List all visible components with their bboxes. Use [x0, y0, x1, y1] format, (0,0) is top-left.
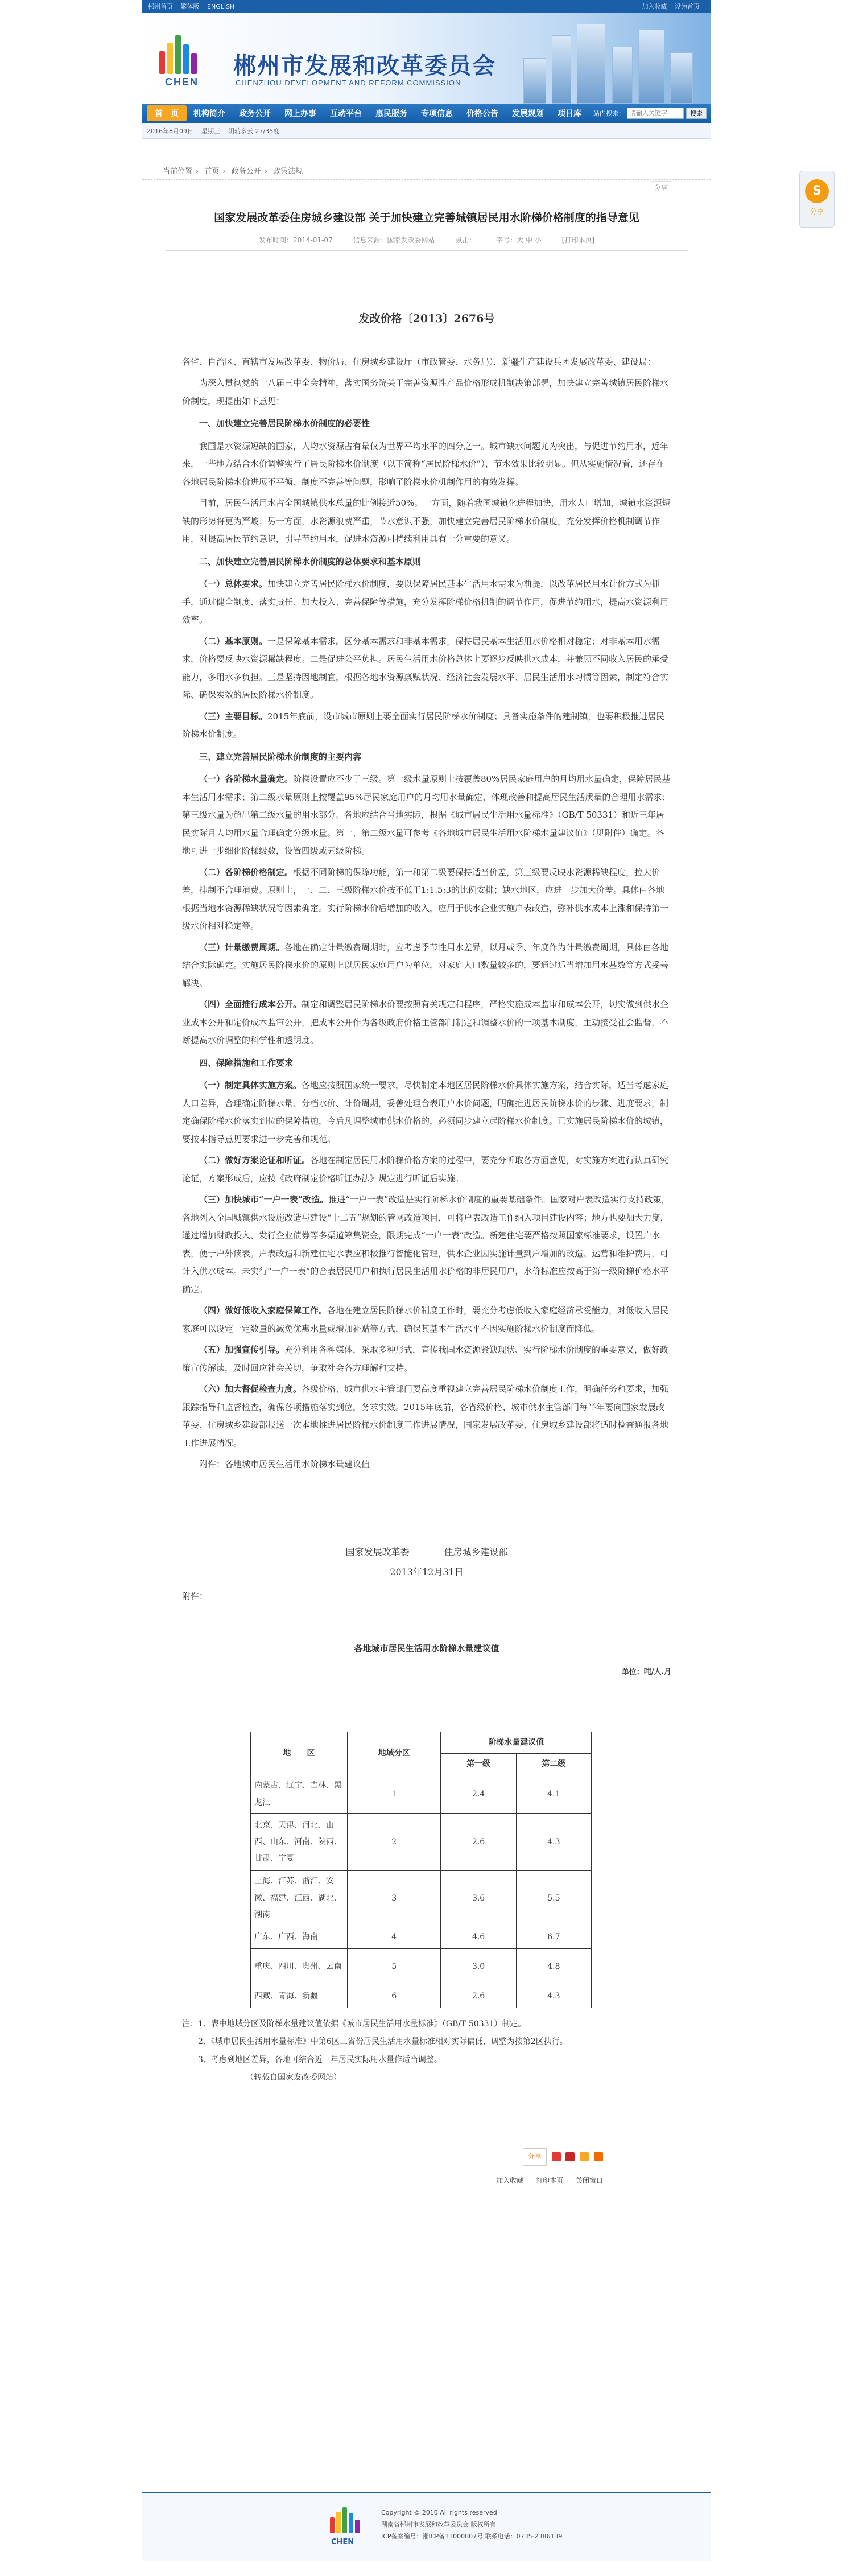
paragraph: （一）总体要求。加快建立完善居民阶梯水价制度，要以保障居民基本生活用水需求为前提，以改革居民用水计价方式为抓手，通过健全制度、落实责任、加大投入、完善保障等措施，充分发挥阶梯价格机制的调节作用，促进节约用水，提高水资源利用效率。: [182, 579, 669, 625]
document-number: 发改价格〔2013〕2676号: [358, 312, 495, 325]
nav-item-about[interactable]: 机构简介: [193, 109, 225, 118]
close-window-link[interactable]: 关闭窗口: [575, 2177, 603, 2185]
publish-time: 发布时间：2014-01-07: [258, 236, 333, 244]
date-bar: [142, 123, 711, 139]
site-title: 郴州市发展和改革委员会: [233, 53, 496, 79]
click-count: 点击：: [455, 236, 476, 244]
breadcrumb-public-affairs[interactable]: 政务公开: [231, 167, 261, 176]
annex-table-unit: 单位：吨/人.月: [621, 1668, 671, 1677]
signing-org: 国家发展改革委: [345, 1546, 410, 1557]
pdf-icon[interactable]: [565, 2152, 575, 2161]
logo-chen-text: CHEN: [165, 76, 199, 88]
table-row: 内蒙古、辽宁、吉林、黑龙江 1 2.4 4.1: [251, 1775, 592, 1814]
font-size-switch[interactable]: 字号：大 中 小: [496, 236, 542, 244]
table-row: 北京、天津、河北、山西、山东、河南、陕西、甘肃、宁夏 2 2.6 4.3: [251, 1814, 592, 1871]
table-header-group: 阶梯水量建议值: [441, 1732, 592, 1753]
paragraph: 我国是水资源短缺的国家，人均水资源占有量仅为世界平均水平的四分之一。城市缺水问题尤为突出，与促进节约用水，近年来，一些地方结合水价调整实行了居民阶梯水价制度（以下简称“居民阶梯水价”），节水效果比较明显。但从实施情况看，还存在各地居民阶梯水价进展不平衡、制度不完善等问题，影响了阶梯水价机制作用的有效发挥。: [182, 440, 669, 487]
article-meta: [165, 235, 688, 251]
copyright: Copyright © 2010 All rights reserved: [381, 2509, 497, 2516]
link-add-favorite[interactable]: 加入收藏: [642, 3, 667, 10]
source-line: （转载自国家发改委网站）: [246, 2072, 341, 2082]
table-header-tier2: 第二级: [516, 1753, 591, 1775]
weibo-share-icon[interactable]: [552, 2152, 561, 2161]
search-label: 站内搜索：: [593, 110, 625, 117]
annex-label: 附件：: [182, 1591, 208, 1602]
paragraph: （六）加大督促检查力度。各级价格、城市供水主管部门要高度重视建立完善居民阶梯水价制度工作，明确任务和要求，加强跟踪指导和监督检查，确保各项措施落实到位，务求实效。2015年底前，各省级价格、城市供水主管部门每半年要向国家发展改革委、住房城乡建设部报送一次本地推进居民阶梯水价制度工作进展情况，国家发展改革委、住房城乡建设部将适时检查通报各地工作进展情况。: [182, 1384, 669, 1448]
floating-share-label: 分享: [810, 208, 824, 216]
owner: 湖南省郴州市发展和改革委员会 版权所有: [381, 2520, 496, 2528]
nav-item-planning[interactable]: 发展规划: [512, 109, 544, 118]
note-line: 注：1、表中地域分区及阶梯水量建议值依据《城市居民生活用水量标准》（GB/T 50331）制定。: [182, 2019, 526, 2029]
print-link[interactable]: [打印本页]: [561, 236, 595, 244]
site-subtitle: CHENZHOU DEVELOPMENT AND REFORM COMMISSION: [236, 79, 461, 87]
recipients: 各省、自治区、直辖市发展改革委、物价局、住房城乡建设厅（市政管委、水务局），新疆生产建设兵团发展改革委、建设局：: [182, 356, 656, 367]
signature-block: [182, 1542, 671, 1582]
search-button[interactable]: 搜索: [686, 108, 707, 119]
page-links: [182, 2174, 603, 2188]
bottom-tools: [182, 2148, 671, 2188]
signing-org: 住房城乡建设部: [444, 1546, 508, 1557]
note-line: 3、考虑到地区差异，各地可结合近三年居民实际用水量作适当调整。: [198, 2055, 442, 2064]
nav-item-public-affairs[interactable]: 政务公开: [239, 109, 271, 118]
nav-item-home[interactable]: 首 页: [147, 105, 187, 121]
table-row: 重庆、四川、贵州、云南 5 3.0 4.8: [251, 1949, 592, 1985]
skyline-image: [518, 18, 705, 104]
breadcrumb-policies[interactable]: 政策法规: [273, 167, 303, 176]
paragraph: （三）加快城市“一户一表”改造。推进“一户一表”改造是实行阶梯水价制度的重要基础条件。国家对户表改造实行支持政策，各地列入全国城镇供水设施改造与建设“十二五”规划的管网改造项目，可将户表改造工作纳入项目建设内容；地方也要加大力度，通过增加财政投入、发行企业债券等多渠道筹集资金，限期完成“一户一表”改造。新建住宅要严格按照国家标准要求，设置户水表，便于户外读表。户表改造和新建住宅水表应积极推行智能化管理，供水企业因实施计量到户增加的改造、运营和维护费用，可计入供水成本。未实行“一户一表”的合表居民用户和执行居民生活用水价格的非居民用户，水价标准应按高于第一级阶梯价格水平确定。: [182, 1194, 670, 1295]
section-heading-1: 一、加快建立完善居民阶梯水价制度的必要性: [199, 418, 370, 429]
weather: 阴转多云 27/35度: [228, 127, 280, 135]
paragraph: （五）加强宣传引导。充分利用各种媒体，采取多种形式，宣传我国水资源紧缺现状、实行阶梯水价制度的重要意义，做好政策宣传解读，及时回应社会关切，争取社会各方理解和支持。: [182, 1345, 669, 1373]
link-traditional[interactable]: 繁体版: [180, 3, 200, 10]
share-mini-button[interactable]: 分享: [651, 181, 671, 193]
share-button[interactable]: 分享: [523, 2148, 547, 2166]
site-search: [593, 108, 707, 119]
nav-item-projects[interactable]: 项目库: [558, 109, 581, 118]
print-page-link[interactable]: 打印本页: [536, 2177, 564, 2185]
icp-contact: ICP备案编号：湘ICP备13000807号 联系电话：0735-2386139: [381, 2532, 563, 2540]
current-date: 2016年8月09日: [147, 127, 193, 135]
annex-table-title: 各地城市居民生活用水阶梯水量建议值: [354, 1643, 499, 1654]
info-source: 信息来源：国家发改委网站: [353, 236, 435, 244]
site-footer: [142, 2492, 711, 2561]
site-banner: [142, 13, 711, 104]
link-home[interactable]: 郴州首页: [148, 3, 173, 10]
breadcrumb-home[interactable]: 首页: [204, 167, 220, 176]
footer-chen-text: CHEN: [331, 2538, 354, 2546]
nav-item-online-services[interactable]: 网上办事: [284, 109, 316, 118]
search-input[interactable]: [627, 108, 684, 119]
table-notes: [182, 2017, 671, 2085]
nav-item-price-notices[interactable]: 价格公告: [466, 109, 498, 118]
top-utility-bar: [142, 0, 711, 13]
footer-text: [381, 2507, 563, 2543]
share-icon[interactable]: S: [805, 179, 829, 203]
link-english[interactable]: ENGLISH: [207, 3, 235, 10]
breadcrumb: 当前位置 › 首页 › 政务公开 › 政策法规: [142, 162, 711, 180]
floating-share-widget[interactable]: [799, 171, 835, 228]
nav-item-interaction[interactable]: 互动平台: [330, 109, 362, 118]
table-row: 西藏、青海、新疆 6 2.6 4.3: [251, 1985, 592, 2008]
nav-item-public-services[interactable]: 惠民服务: [375, 109, 407, 118]
breadcrumb-label: 当前位置: [163, 167, 193, 176]
section-heading-4: 四、保障措施和工作要求: [199, 1057, 294, 1068]
table-row: 上海、江苏、浙江、安徽、福建、江西、湖北、湖南 3 3.6 5.5: [251, 1871, 592, 1926]
nav-item-special-info[interactable]: 专项信息: [421, 109, 453, 118]
paragraph: （四）全面推行成本公开。制定和调整居民阶梯水价要按照有关规定和程序，严格实施成本监审和成本公开，切实做到供水企业成本公开和定价成本监审公开，把成本公开作为各级政府价格主管部门制定和调整水价的一项基本制度，主动接受社会监督，不断提高水价调整的科学性和透明度。: [182, 999, 669, 1046]
paragraph: （三）计量缴费周期。各地在确定计量缴费周期时，应考虑季节性用水差异，以月或季、年度作为计量缴费周期，具体由各地结合实际确定。实施居民阶梯水价的原则上以居民家庭用户为单位，对家庭人口数量较多的，要通过适当增加用水基数等方式妥善解决。: [182, 942, 669, 988]
qzone-share-icon[interactable]: [580, 2152, 589, 2161]
section-heading-2: 二、加快建立完善居民阶梯水价制度的总体要求和基本原则: [199, 556, 422, 567]
link-set-homepage[interactable]: 设为首页: [675, 3, 700, 10]
paragraph: （二）各阶梯价格制定。根据不同阶梯的保障功能，第一和第二级要保持适当价差，第三级要反映水资源稀缺程度，拉大价差，抑制不合理消费。原则上，一、二、三级阶梯水价按不低于1:1.5:3的比例安排；缺水地区，应进一步加大价差。具体由各地根据当地水资源稀缺状况等因素确定。实行阶梯水价后增加的收入，应用于供水企业实施户表改造，弥补供水成本上涨和保持第一级水价相对稳定等。: [182, 867, 669, 932]
current-weekday: 星期三: [201, 127, 220, 135]
table-header-zone: 地域分区: [348, 1732, 441, 1775]
intro-paragraph: 为深入贯彻党的十八届三中全会精神，落实国务院关于完善资源性产品价格形成机制决策部署，加快建立完善城镇居民阶梯水价制度，现提出如下意见：: [182, 378, 669, 406]
paragraph: （一）制定具体实施方案。各地应按照国家统一要求，尽快制定本地区居民阶梯水价具体实施方案，结合实际，适当考虑家庭人口差异，合理确定阶梯水量、分档水价、计价周期，妥善处理合表用户水价问题，明确推进居民阶梯水价的步骤、进度要求，制定确保阶梯水价落实到位的保障措施，今后凡调整城市供水价格的，必须同步建立起阶梯水价制度。已实施居民阶梯水价的城镇，要按本指导意见要求进一步完善和规范。: [182, 1080, 669, 1144]
article-body: [142, 308, 711, 2188]
table-header-region: 地 区: [251, 1732, 348, 1775]
article-title: 国家发展改革委住房城乡建设部 关于加快建立完善城镇居民用水阶梯价格制度的指导意见: [214, 212, 639, 224]
main-nav: [142, 104, 711, 123]
attachment-line: 附件：各地城市居民生活用水阶梯水量建议值: [199, 1459, 370, 1470]
add-favorite-link[interactable]: 加入收藏: [496, 2177, 524, 2185]
page-wrapper: [142, 0, 711, 2546]
paragraph: 目前，居民生活用水占全国城镇供水总量的比例接近50%。一方面，随着我国城镇化进程加快，用水人口增加，城镇水资源短缺的形势将更为严峻；另一方面，水资源浪费严重，节水意识不强，加快建立完善居民阶梯水价制度，充分发挥价格机制调节作用，对提高居民节约意识，引导节约用水，促进水资源可持续利用具有十分重要的意义。: [182, 498, 671, 545]
paragraph: （二）基本原则。一是保障基本需求。区分基本需求和非基本需求，保持居民基本生活用水价格相对稳定；对非基本用水需求，价格要反映水资源稀缺程度。二是促进公平负担。居民生活用水价格总体上要逐步反映供水成本，并兼顾不同收入居民的承受能力，多用水多负担。三是坚持因地制宜，根据各地水资源禀赋状况、经济社会发展水平、居民生活用水习惯等因素，制定符合实际、确保实效的居民阶梯水价制度。: [182, 636, 669, 700]
annex-table: [250, 1732, 592, 2009]
paragraph: （三）主要目标。2015年底前，设市城市原则上要全面实行居民阶梯水价制度；具备实施条件的建制镇，也要积极推进居民阶梯水价制度。: [182, 711, 665, 740]
paragraph: （一）各阶梯水量确定。阶梯设置应不少于三级。第一级水量原则上按覆盖80%居民家庭用户的月均用水量确定，保障居民基本生活用水需求；第二级水量原则上按覆盖95%居民家庭用户的月均用水量确定，体现改善和提高居民生活质量的合理用水需求；第三级水量为超出第二级水量的用水部分。各地应结合当地实际，根据《城市居民生活用水量标准》（GB/T 50331）和近三年居民实际月人均用水量合理确定分级水量。第一、第二级水量可参考《各地城市居民生活用水阶梯水量建议值》（见附件）确定。各地可进一步细化阶梯级数，设置四级或五级阶梯。: [182, 774, 671, 856]
section-heading-3: 三、建立完善居民阶梯水价制度的主要内容: [199, 751, 362, 762]
signing-date: 2013年12月31日: [390, 1567, 464, 1578]
more-share-icon[interactable]: [594, 2152, 603, 2161]
paragraph: （二）做好方案论证和听证。各地在制定居民用水阶梯价格方案的过程中，要充分听取各方面意见，对实施方案进行认真研究论证，方案形成后，应按《政府制定价格听证办法》规定进行听证后实施。: [182, 1155, 669, 1184]
paragraph: （四）做好低收入家庭保障工作。各地在建立居民阶梯水价制度工作时，要充分考虑低收入家庭经济承受能力，对低收入居民家庭可以设定一定数量的减免优惠水量或增加补贴等方式，确保其基本生活水平不因实施阶梯水价制度而降低。: [182, 1305, 669, 1334]
table-row: 广东、广西、海南 4 4.6 6.7: [251, 1926, 592, 1949]
table-header-tier1: 第一级: [441, 1753, 516, 1775]
note-line: 2、《城市居民生活用水量标准》中第6区三省份居民生活用水量标准相对实际偏低，调整为按第2区执行。: [198, 2037, 568, 2047]
